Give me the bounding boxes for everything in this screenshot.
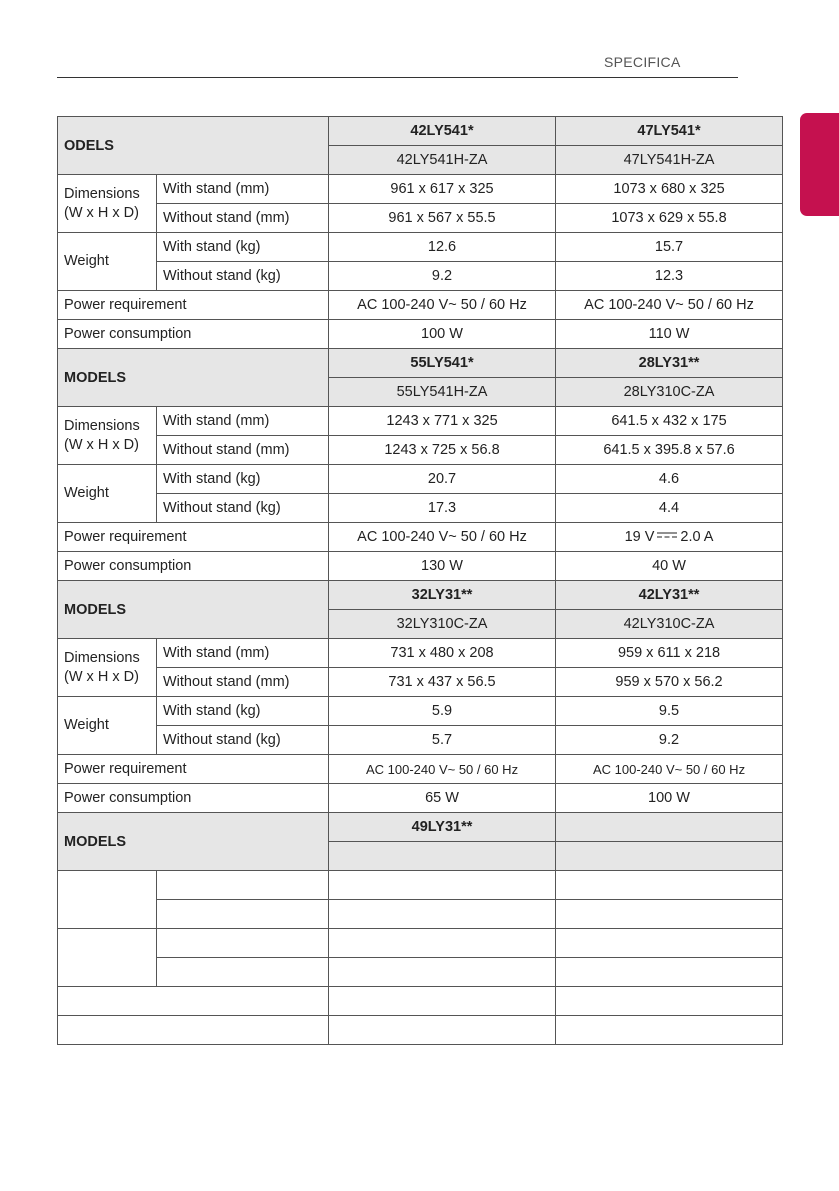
dimensions-label: Dimensions (W x H x D) <box>58 639 157 697</box>
models-header-label: MODELS <box>58 349 329 407</box>
weight-label: Weight <box>58 465 157 523</box>
models-header-label: MODELS <box>58 581 329 639</box>
power-consumption-value: 65 W <box>329 784 556 813</box>
specifications-table <box>57 116 783 1045</box>
header-divider <box>57 77 738 78</box>
model-name: 42LY541* <box>329 117 556 146</box>
with-stand-kg-label: With stand (kg) <box>157 233 329 262</box>
empty-cell <box>58 987 329 1016</box>
dimension-with-stand: 1243 x 771 x 325 <box>329 407 556 436</box>
weight-with-stand: 4.6 <box>556 465 783 494</box>
power-requirement-value: AC 100-240 V~ 50 / 60 Hz <box>556 291 783 320</box>
table-row <box>58 117 783 146</box>
model-name-empty <box>556 813 783 842</box>
table-row <box>58 929 783 958</box>
power-consumption-value: 40 W <box>556 552 783 581</box>
table-row <box>58 320 783 349</box>
table-row <box>58 291 783 320</box>
model-code: 32LY310C-ZA <box>329 610 556 639</box>
without-stand-mm-label: Without stand (mm) <box>157 204 329 233</box>
model-code-empty <box>556 842 783 871</box>
model-code: 42LY541H-ZA <box>329 146 556 175</box>
table-row <box>58 523 783 552</box>
model-name: 28LY31** <box>556 349 783 378</box>
language-side-tab <box>800 113 839 216</box>
empty-cell <box>157 871 329 900</box>
table-row <box>58 204 783 233</box>
empty-cell <box>556 900 783 929</box>
table-row <box>58 494 783 523</box>
dc-current-icon <box>657 531 677 539</box>
with-stand-mm-label: With stand (mm) <box>157 407 329 436</box>
power-requirement-value: AC 100-240 V~ 50 / 60 Hz <box>329 523 556 552</box>
power-requirement-value <box>556 523 783 552</box>
weight-without-stand: 5.7 <box>329 726 556 755</box>
table-row <box>58 871 783 900</box>
table-row <box>58 958 783 987</box>
model-name: 32LY31** <box>329 581 556 610</box>
weight-with-stand: 15.7 <box>556 233 783 262</box>
table-row <box>58 581 783 610</box>
power-requirement-value: AC 100-240 V~ 50 / 60 Hz <box>556 755 783 784</box>
table-row <box>58 697 783 726</box>
empty-group-cell <box>58 929 157 987</box>
power-requirement-label: Power requirement <box>58 291 329 320</box>
empty-cell <box>329 929 556 958</box>
empty-cell <box>329 958 556 987</box>
dimension-with-stand: 959 x 611 x 218 <box>556 639 783 668</box>
empty-cell <box>157 929 329 958</box>
table-row <box>58 407 783 436</box>
table-row <box>58 262 783 291</box>
power-requirement-voltage: 19 V <box>624 529 655 545</box>
empty-cell <box>556 958 783 987</box>
power-consumption-label: Power consumption <box>58 552 329 581</box>
empty-cell <box>58 1016 329 1045</box>
power-consumption-value: 130 W <box>329 552 556 581</box>
without-stand-kg-label: Without stand (kg) <box>157 262 329 291</box>
power-consumption-value: 100 W <box>556 784 783 813</box>
power-consumption-label: Power consumption <box>58 320 329 349</box>
dimension-without-stand: 961 x 567 x 55.5 <box>329 204 556 233</box>
dimension-with-stand: 1073 x 680 x 325 <box>556 175 783 204</box>
models-header-label: MODELS <box>58 813 329 871</box>
weight-without-stand: 17.3 <box>329 494 556 523</box>
empty-cell <box>157 958 329 987</box>
dimension-without-stand: 959 x 570 x 56.2 <box>556 668 783 697</box>
dimension-without-stand: 731 x 437 x 56.5 <box>329 668 556 697</box>
power-requirement-current: 2.0 A <box>680 529 714 545</box>
without-stand-kg-label: Without stand (kg) <box>157 726 329 755</box>
weight-without-stand: 4.4 <box>556 494 783 523</box>
weight-without-stand: 9.2 <box>556 726 783 755</box>
model-code-empty <box>329 842 556 871</box>
models-header-label: ODELS <box>58 117 329 175</box>
empty-cell <box>329 987 556 1016</box>
with-stand-mm-label: With stand (mm) <box>157 175 329 204</box>
dimension-without-stand: 1073 x 629 x 55.8 <box>556 204 783 233</box>
weight-with-stand: 9.5 <box>556 697 783 726</box>
table-row <box>58 813 783 842</box>
table-row <box>58 668 783 697</box>
empty-group-cell <box>58 871 157 929</box>
weight-label: Weight <box>58 233 157 291</box>
dimension-with-stand: 961 x 617 x 325 <box>329 175 556 204</box>
empty-cell <box>556 929 783 958</box>
power-consumption-label: Power consumption <box>58 784 329 813</box>
table-row <box>58 755 783 784</box>
model-name: 49LY31** <box>329 813 556 842</box>
model-code: 28LY310C-ZA <box>556 378 783 407</box>
with-stand-mm-label: With stand (mm) <box>157 639 329 668</box>
table-row <box>58 784 783 813</box>
power-requirement-value: AC 100-240 V~ 50 / 60 Hz <box>329 291 556 320</box>
table-row <box>58 900 783 929</box>
empty-cell <box>329 1016 556 1045</box>
dimension-without-stand: 641.5 x 395.8 x 57.6 <box>556 436 783 465</box>
model-name: 42LY31** <box>556 581 783 610</box>
page-section-title: SPECIFICA <box>604 54 681 70</box>
power-consumption-value: 110 W <box>556 320 783 349</box>
table-row <box>58 233 783 262</box>
model-code: 55LY541H-ZA <box>329 378 556 407</box>
model-code: 47LY541H-ZA <box>556 146 783 175</box>
power-requirement-value: AC 100-240 V~ 50 / 60 Hz <box>329 755 556 784</box>
table-row <box>58 465 783 494</box>
with-stand-kg-label: With stand (kg) <box>157 697 329 726</box>
table-row <box>58 1016 783 1045</box>
without-stand-mm-label: Without stand (mm) <box>157 436 329 465</box>
weight-with-stand: 5.9 <box>329 697 556 726</box>
model-code: 42LY310C-ZA <box>556 610 783 639</box>
table-row <box>58 639 783 668</box>
empty-cell <box>157 900 329 929</box>
model-name: 47LY541* <box>556 117 783 146</box>
power-requirement-label: Power requirement <box>58 523 329 552</box>
dimension-without-stand: 1243 x 725 x 56.8 <box>329 436 556 465</box>
dimension-with-stand: 641.5 x 432 x 175 <box>556 407 783 436</box>
empty-cell <box>329 900 556 929</box>
power-requirement-label: Power requirement <box>58 755 329 784</box>
weight-without-stand: 12.3 <box>556 262 783 291</box>
dimension-with-stand: 731 x 480 x 208 <box>329 639 556 668</box>
table-row <box>58 552 783 581</box>
table-row <box>58 436 783 465</box>
empty-cell <box>329 871 556 900</box>
without-stand-kg-label: Without stand (kg) <box>157 494 329 523</box>
table-row <box>58 726 783 755</box>
table-row <box>58 175 783 204</box>
dimensions-label: Dimensions (W x H x D) <box>58 407 157 465</box>
empty-cell <box>556 987 783 1016</box>
empty-cell <box>556 871 783 900</box>
weight-with-stand: 20.7 <box>329 465 556 494</box>
with-stand-kg-label: With stand (kg) <box>157 465 329 494</box>
power-consumption-value: 100 W <box>329 320 556 349</box>
table-row <box>58 987 783 1016</box>
weight-without-stand: 9.2 <box>329 262 556 291</box>
weight-label: Weight <box>58 697 157 755</box>
empty-cell <box>556 1016 783 1045</box>
weight-with-stand: 12.6 <box>329 233 556 262</box>
model-name: 55LY541* <box>329 349 556 378</box>
dimensions-label: Dimensions (W x H x D) <box>58 175 157 233</box>
table-row <box>58 349 783 378</box>
without-stand-mm-label: Without stand (mm) <box>157 668 329 697</box>
